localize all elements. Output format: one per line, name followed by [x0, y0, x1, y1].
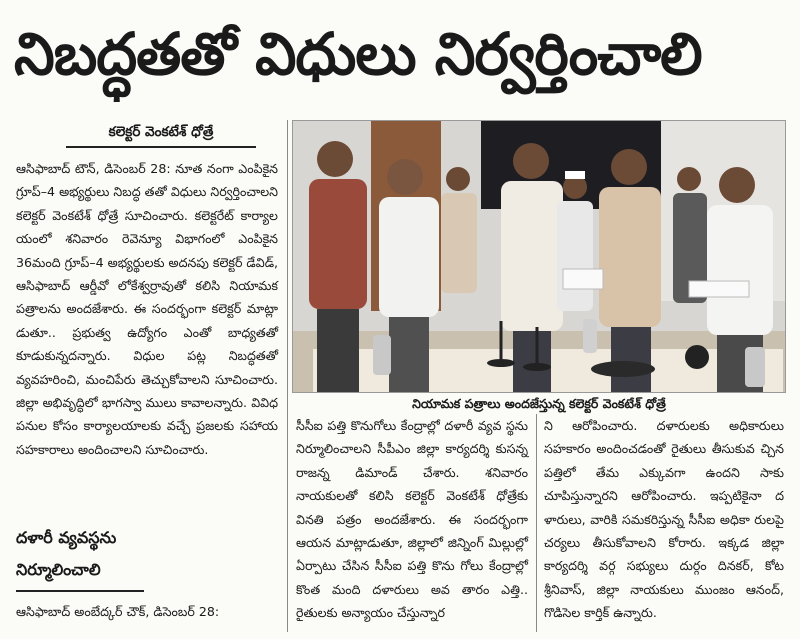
article-left-column-2: [16, 600, 278, 623]
article-body-middle: సీసీఐ పత్తి కొనుగోలు కేంద్రాల్లో దళారీ వ్యవ స్థను నిర్మూలించాలని సీపీఎం జిల్లా కార్యదర్శి కుసన్న రాజన్న డిమాండ్ చేశారు. శనివారం నాయకులతో కలిసి కలెక్టర్ వెంకటేశ్ ధోత్రేకు వినతి పత్రం అందజేశారు. ఈ సందర్భంగా ఆయన మాట్లాడుతూ, జిల్లాలో జిన్నింగ్ మిల్లుల్లో ఏర్పాటు చేసిన సీసీఐ పత్తి కొను గోలు కేంద్రాల్లో కొంత మంది దళారులు అవ తారం ఎత్తి.. రైతులకు అన్యాయం చేస్తున్నార: [296, 418, 528, 621]
headline: నిబద్ధతతో విధులు నిర్వర్తించాలి: [14, 20, 702, 88]
column-divider-2: [536, 414, 537, 632]
photo-caption: నియామక పత్రాలు అందజేస్తున్న కలెక్టర్ వెంకటేశ్ ధోత్రే: [412, 396, 666, 411]
photo-illustration: [293, 121, 786, 393]
article-left-column: [16, 157, 278, 461]
column-divider: [287, 120, 288, 632]
byline: కలెక్టర్ వెంకటేశ్ ధోత్రే: [66, 124, 256, 148]
article-body-right: ని ఆరోపించారు. దళారులకు అధికారులు సహకారం అందించడంతో రైతులు తీసుకువ చ్చిన పత్తిలో తేమ ఎక్కువగా ఉందని సాకు చూపిస్తున్నారని ఆరోపించారు. ఇప్పటికైనా ద ళారులు, వారికి సమకరిస్తున్న సీసీఐ అధికా రులపై చర్యలు తీసుకోవాలని కోరారు. ఇక్కడ జిల్లా కార్యదర్శి వర్గ సభ్యులు దుర్గం దినకర్, కోట శ్రీనివాస్, జిల్లా నాయకులు ముంజం ఆనంద్, గొడిసెల కార్తిక్ ఉన్నారు.: [544, 418, 784, 621]
article-right-column: [544, 414, 784, 625]
dateline-second-story: ఆసిఫాబాద్ అంబేద్కర్ చౌక్, డిసెంబర్ 28:: [16, 604, 220, 619]
subhead-line-2: నిర్మూలించాలి: [16, 560, 101, 579]
subhead-underline: [16, 590, 144, 592]
subhead-line-1: దళారీ వ్యవస్థను: [16, 528, 117, 547]
article-middle-column: [296, 414, 528, 625]
article-body-left: ఆసిఫాబాద్ టౌన్, డిసెంబర్ 28: నూత నంగా ఎంపికైన గ్రూప్–4 అభ్యర్థులు నిబద్ధ తతో విధులు నిర్వర్తించాలని కలెక్టర్ వెంకటేశ్ ధోత్రే సూచించారు. కలెక్టరేట్ కార్యాల యంలో శనివారం రెవెన్యూ విభాగంలో ఎంపికైన 36మంది గ్రూప్–4 అభ్యర్థులకు అదనపు కలెక్టర్ డేవిడ్, ఆసిఫాబాద్ ఆర్డీవో లోకేశ్వర్రావుతో కలిసి నియామక పత్రాలను అందజేశారు. ఈ సందర్భంగా కలెక్టర్ మాట్లా డుతూ.. ప్రభుత్వ ఉద్యోగం ఎంతో బాధ్యతతో కూడుకున్నదన్నారు. విధుల పట్ల నిబద్ధతతో వ్యవహరించి, మంచిపేరు తెచ్చుకోవాలని సూచించారు. జిల్లా అభివృద్ధిలో భాగస్వా ములు కావాలన్నారు. వివిధ పనుల కోసం కార్యాలయాలకు వచ్చే ప్రజలకు సహాయ సహకారాలు అందించాలని సూచించారు.: [16, 161, 279, 457]
news-photo: [292, 120, 786, 393]
